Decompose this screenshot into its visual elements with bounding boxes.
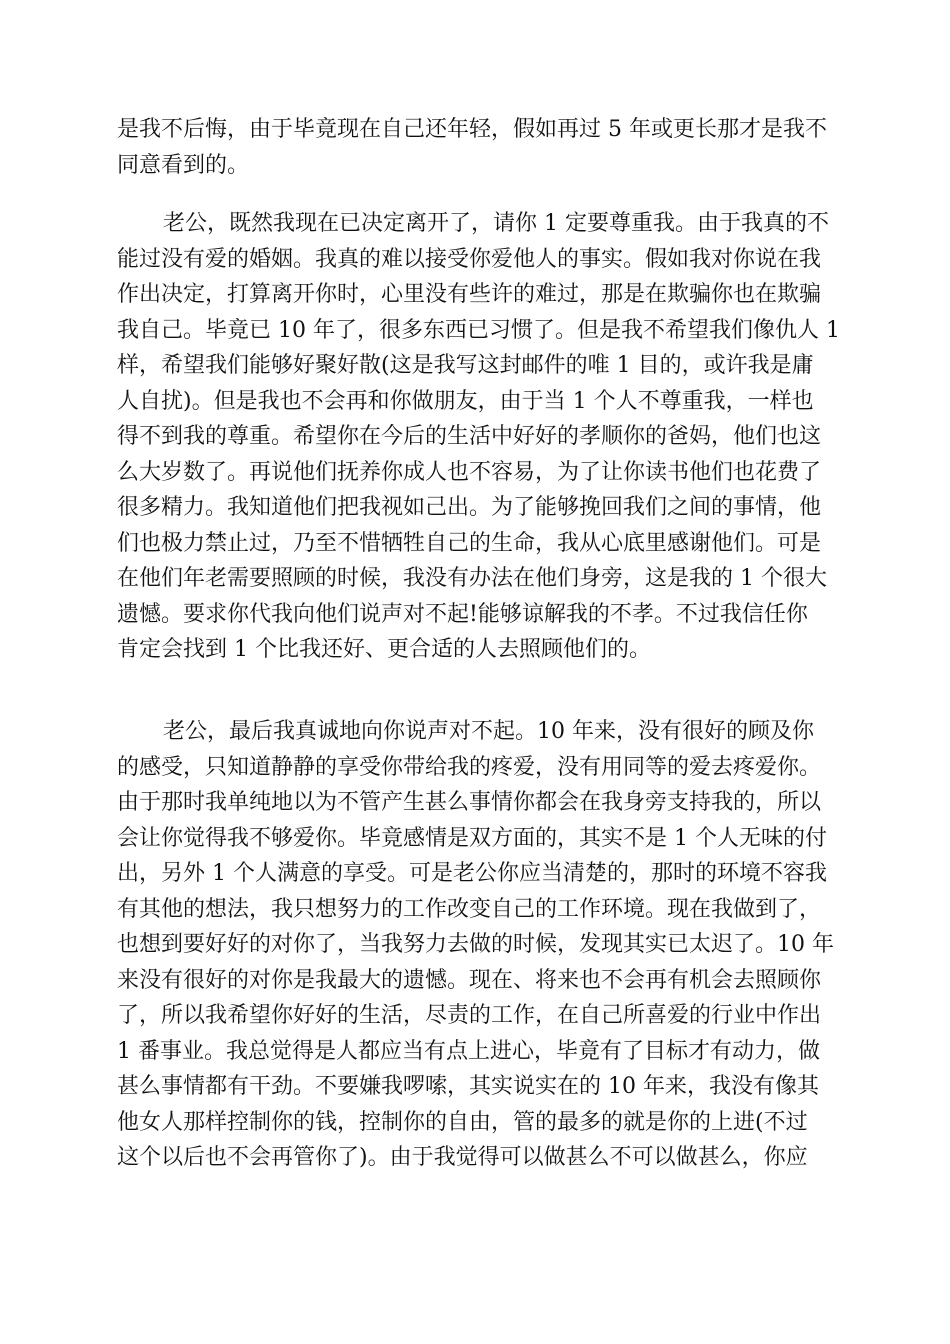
paragraph-line: 能过没有爱的婚姻。我真的难以接受你爱他人的事实。假如我对你说在我 xyxy=(117,246,822,272)
paragraph-line: 这个以后也不会再管你了)。由于我觉得可以做甚么不可以做甚么，你应 xyxy=(117,1145,808,1170)
paragraph-line: 么大岁数了。再说他们抚养你成人也不容易，为了让你读书他们也花费了 xyxy=(117,459,822,485)
paragraph-3 xyxy=(117,714,837,1176)
paragraph-2 xyxy=(117,206,840,668)
paragraph-line: 人自扰)。但是我也不会再和你做朋友，由于当 1 个人不尊重我，一样也 xyxy=(117,388,814,414)
paragraph-line: 在他们年老需要照顾的时候，我没有办法在他们身旁，这是我的 1 个很大 xyxy=(117,566,827,591)
paragraph-line: 由于那时我单纯地以为不管产生甚么事情你都会在我身旁支持我的，所以 xyxy=(117,790,822,815)
paragraph-line: 得不到我的尊重。希望你在今后的生活中好好的孝顺你的爸妈，他们也这 xyxy=(117,424,822,449)
paragraph-line: 我自己。毕竟已 10 年了，很多东西已习惯了。但是我不希望我们像仇人 1 xyxy=(117,317,840,343)
paragraph-line: 肯定会找到 1 个比我还好、更合适的人去照顾他们的。 xyxy=(117,637,651,662)
paragraph-line: 作出决定，打算离开你时，心里没有些许的难过，那是在欺骗你也在欺骗 xyxy=(117,282,822,307)
paragraph-1 xyxy=(117,112,837,183)
paragraph-line: 很多精力。我知道他们把我视如己出。为了能够挽回我们之间的事情，他 xyxy=(117,495,822,520)
paragraph-line: 遗憾。要求你代我向他们说声对不起!能够谅解我的不孝。不过我信任你 xyxy=(117,601,808,627)
paragraph-line: 同意看到的。 xyxy=(117,152,250,178)
paragraph-line: 样，希望我们能够好聚好散(这是我写这封邮件的唯 1 目的，或许我是庸 xyxy=(117,353,814,378)
paragraph-line: 是我不后悔，由于毕竟现在自己还年轻，假如再过 5 年或更长那才是我不 xyxy=(117,117,827,142)
paragraph-line: 甚么事情都有干劲。不要嫌我啰嗦，其实说实在的 10 年来，我没有像其 xyxy=(117,1074,819,1099)
paragraph-line: 了，所以我希望你好好的生活，尽责的工作，在自己所喜爱的行业中作出 xyxy=(117,1003,822,1028)
paragraph-line: 老公，既然我现在已决定离开了，请你 1 定要尊重我。由于我真的不 xyxy=(163,211,829,236)
paragraph-line: 他女人那样控制你的钱，控制你的自由，管的最多的就是你的上进(不过 xyxy=(117,1109,808,1135)
paragraph-line: 出，另外 1 个人满意的享受。可是老公你应当清楚的，那时的环境不容我 xyxy=(117,861,827,886)
paragraph-line: 也想到要好好的对你了，当我努力去做的时候，发现其实已太迟了。10 年 xyxy=(117,932,834,957)
paragraph-line: 们也极力禁止过，乃至不惜牺牲自己的生命，我从心底里感谢他们。可是 xyxy=(117,530,822,556)
paragraph-line: 1 番事业。我总觉得是人都应当有点上进心，毕竟有了目标才有动力，做 xyxy=(117,1038,820,1064)
paragraph-line: 来没有很好的对你是我最大的遗憾。现在、将来也不会再有机会去照顾你 xyxy=(117,967,822,993)
paragraph-line: 有其他的想法，我只想努力的工作改变自己的工作环境。现在我做到了， xyxy=(117,896,822,922)
paragraph-line: 会让你觉得我不够爱你。毕竟感情是双方面的，其实不是 1 个人无味的付 xyxy=(117,825,827,851)
paragraph-line: 的感受，只知道静静的享受你带给我的疼爱，没有用同等的爱去疼爱你。 xyxy=(117,754,822,780)
paragraph-line: 老公，最后我真诚地向你说声对不起。10 年来，没有很好的顾及你 xyxy=(163,719,814,744)
